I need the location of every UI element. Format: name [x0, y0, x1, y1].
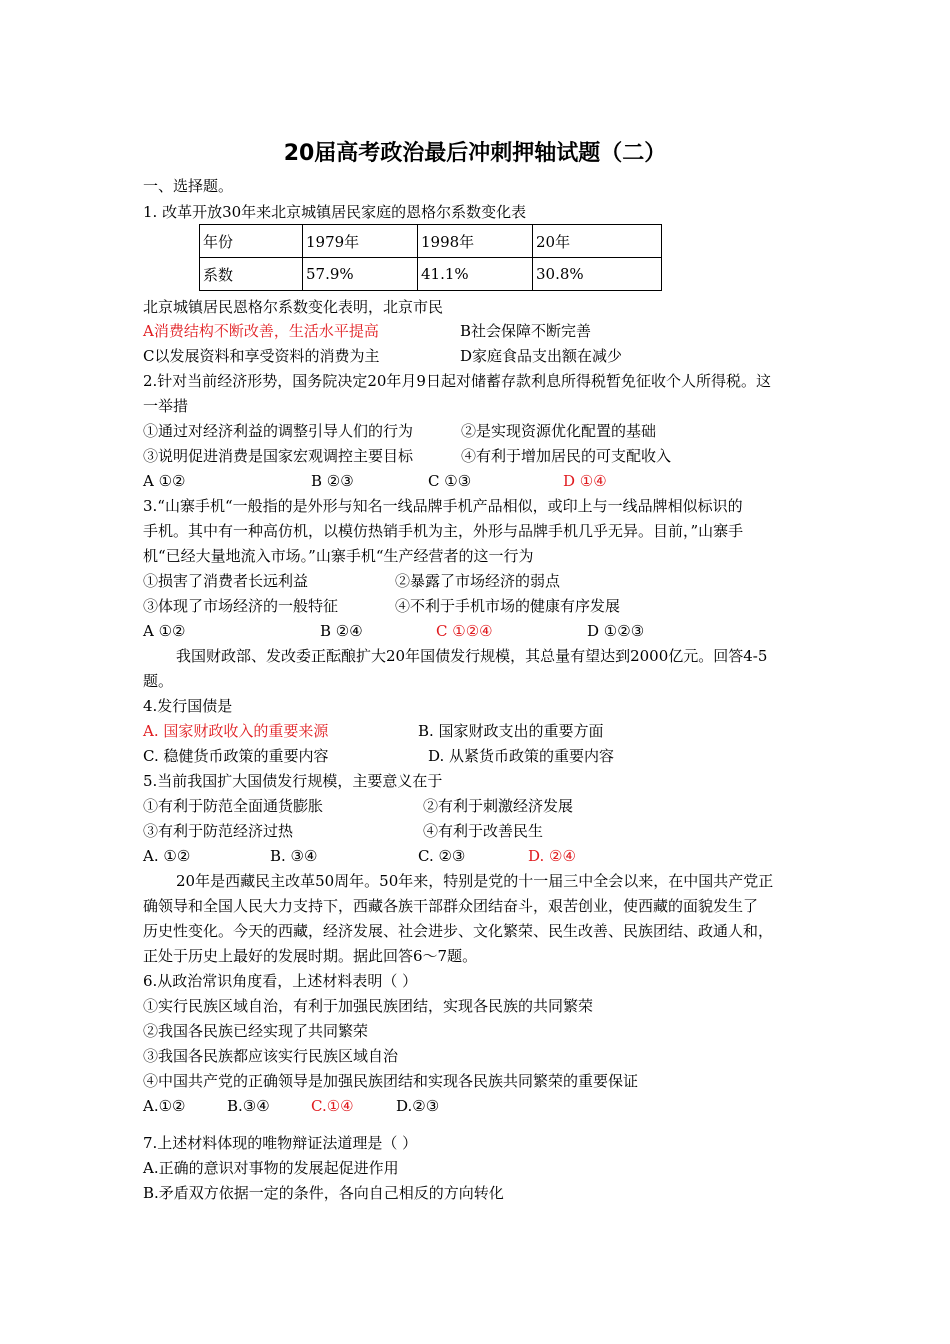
material-6-7-line3: 历史性变化。今天的西藏，经济发展、社会进步、文化繁荣、民生改善、民族团结、政通人和，: [143, 922, 774, 940]
q3-statement-2: ②暴露了市场经济的弱点: [395, 572, 561, 590]
q5-statement-2: ②有利于刺激经济发展: [423, 797, 574, 815]
q1-option-d: D家庭食品支出额在减少: [460, 347, 623, 365]
q3-option-a: A ①②: [143, 622, 186, 640]
q7-stem: 7.上述材料体现的唯物辩证法道理是（ ）: [143, 1134, 418, 1152]
q6-option-b: B.③④: [227, 1097, 270, 1115]
table-cell: 年份: [200, 225, 303, 258]
q2-option-a: A ①②: [143, 472, 186, 490]
table-row: [200, 258, 662, 291]
table-cell: 41.1%: [418, 258, 533, 291]
q4-option-d: D. 从紧货币政策的重要内容: [428, 747, 615, 765]
table-cell: 系数: [200, 258, 303, 291]
q3-stem-line1: 3.“山寨手机“一般指的是外形与知名一线品牌手机产品相似，或印上与一线品牌相似标识的: [143, 497, 743, 515]
q1-question: 北京城镇居民恩格尔系数变化表明，北京市民: [143, 298, 444, 316]
q5-stem: 5.当前我国扩大国债发行规模，主要意义在于: [143, 772, 443, 790]
q2-statement-3: ③说明促进消费是国家宏观调控主要目标: [143, 447, 414, 465]
table-cell: 30.8%: [533, 258, 662, 291]
q3-statement-1: ①损害了消费者长远利益: [143, 572, 309, 590]
q5-option-d: D. ②④: [528, 847, 576, 865]
q2-statement-1: ①通过对经济利益的调整引导人们的行为: [143, 422, 414, 440]
table-cell: 20年: [533, 225, 662, 258]
q6-option-c: C.①④: [311, 1097, 354, 1115]
q3-option-d: D ①②③: [587, 622, 645, 640]
q2-stem-line1: 2.针对当前经济形势，国务院决定20年月9日起对储蓄存款利息所得税暂免征收个人所得税。这: [143, 372, 771, 390]
q4-option-a: A. 国家财政收入的重要来源: [143, 722, 329, 740]
material-6-7-line2: 确领导和全国人民大力支持下，西藏各族干部群众团结奋斗，艰苦创业，使西藏的面貌发生了: [143, 897, 759, 915]
q3-statement-3: ③体现了市场经济的一般特征: [143, 597, 339, 615]
q5-option-c: C. ②③: [418, 847, 466, 865]
q7-option-a: A.正确的意识对事物的发展起促进作用: [143, 1159, 399, 1177]
q3-statement-4: ④不利于手机市场的健康有序发展: [395, 597, 621, 615]
q5-option-b: B. ③④: [270, 847, 318, 865]
material-6-7-line1: 20年是西藏民主改革50周年。50年来，特别是党的十一届三中全会以来，在中国共产党正: [176, 872, 774, 890]
q6-statement-1: ①实行民族区域自治，有利于加强民族团结，实现各民族的共同繁荣: [143, 997, 594, 1015]
q4-option-c: C. 稳健货币政策的重要内容: [143, 747, 329, 765]
q2-stem-line2: 一举措: [143, 397, 189, 415]
q1-stem: 1. 改革开放30年来北京城镇居民家庭的恩格尔系数变化表: [143, 203, 527, 221]
q6-stem: 6.从政治常识角度看，上述材料表明（ ）: [143, 972, 418, 990]
q4-option-b: B. 国家财政支出的重要方面: [418, 722, 604, 740]
q2-option-c: C ①③: [428, 472, 472, 490]
q5-statement-3: ③有利于防范经济过热: [143, 822, 294, 840]
table-cell: 57.9%: [303, 258, 418, 291]
material-4-5-line1: 我国财政部、发改委正酝酿扩大20年国债发行规模，其总量有望达到2000亿元。回答4-5: [176, 647, 768, 665]
material-4-5-line2: 题。: [143, 672, 174, 690]
q6-statement-3: ③我国各民族都应该实行民族区域自治: [143, 1047, 399, 1065]
q3-option-b: B ②④: [320, 622, 363, 640]
q6-option-a: A.①②: [143, 1097, 186, 1115]
q3-stem-line2: 手机。其中有一种高仿机，以模仿热销手机为主，外形与品牌手机几乎无异。目前，”山寨手: [143, 522, 744, 540]
q2-statement-2: ②是实现资源优化配置的基础: [461, 422, 657, 440]
engel-coefficient-table: [199, 224, 662, 291]
q2-statement-4: ④有利于增加居民的可支配收入: [461, 447, 672, 465]
q6-statement-2: ②我国各民族已经实现了共同繁荣: [143, 1022, 369, 1040]
q2-option-d: D ①④: [563, 472, 607, 490]
section-heading: 一、选择题。: [143, 177, 234, 195]
q3-stem-line3: 机“已经大量地流入市场。”山寨手机“生产经营者的这一行为: [143, 547, 534, 565]
q5-option-a: A. ①②: [143, 847, 191, 865]
q2-option-b: B ②③: [311, 472, 354, 490]
q1-option-a: A消费结构不断改善，生活水平提高: [143, 322, 379, 340]
q6-option-d: D.②③: [396, 1097, 440, 1115]
page-title: 20届高考政治最后冲刺押轴试题（二）: [283, 141, 667, 166]
table-row: [200, 225, 662, 258]
table-cell: 1998年: [418, 225, 533, 258]
q4-stem: 4.发行国债是: [143, 697, 233, 715]
q1-option-c: C以发展资料和享受资料的消费为主: [143, 347, 380, 365]
q6-statement-4: ④中国共产党的正确领导是加强民族团结和实现各民族共同繁荣的重要保证: [143, 1072, 639, 1090]
q3-option-c: C ①②④: [436, 622, 493, 640]
table-cell: 1979年: [303, 225, 418, 258]
q5-statement-1: ①有利于防范全面通货膨胀: [143, 797, 324, 815]
q1-option-b: B社会保障不断完善: [460, 322, 592, 340]
q5-statement-4: ④有利于改善民生: [423, 822, 544, 840]
material-6-7-line4: 正处于历史上最好的发展时期。据此回答6～7题。: [143, 947, 478, 965]
q7-option-b: B.矛盾双方依据一定的条件，各向自己相反的方向转化: [143, 1184, 504, 1202]
